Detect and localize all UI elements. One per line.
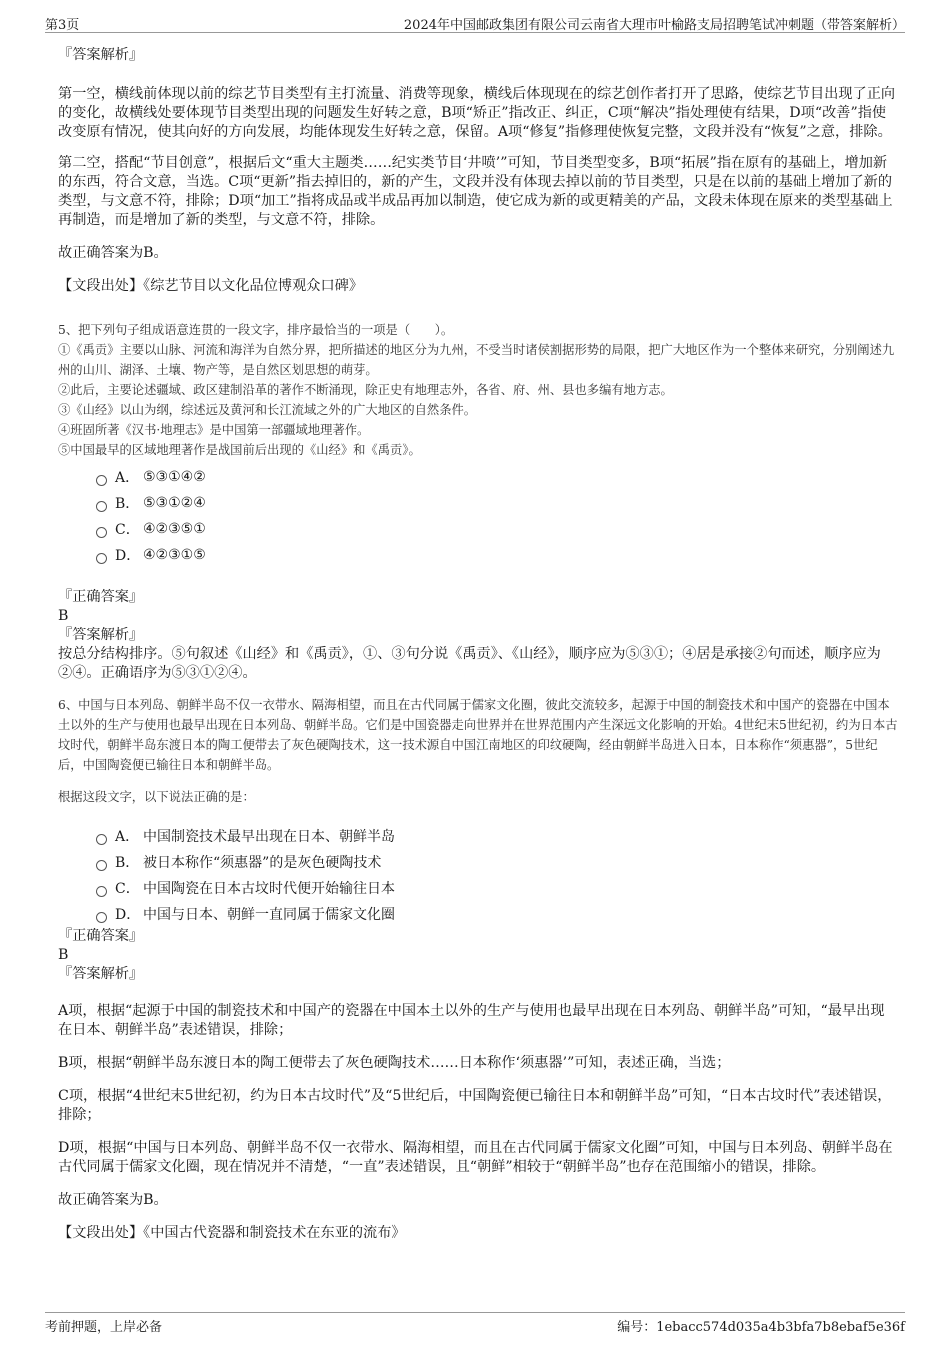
q6-analysis-label: 『答案解析』 bbox=[58, 966, 144, 982]
question-5 bbox=[58, 320, 898, 683]
q5-option-c[interactable]: C． ④②③⑤① bbox=[58, 516, 898, 542]
q6-analysis-b: B项，根据“朝鲜半岛东渡日本的陶工便带去了灰色硬陶技术……日本称作‘须惠器’”可知，表述正确，当选； bbox=[58, 1055, 731, 1071]
radio-button[interactable] bbox=[96, 912, 107, 923]
radio-button[interactable] bbox=[96, 886, 107, 897]
radio-button[interactable] bbox=[96, 860, 107, 871]
q6-answer-label: 『正确答案』 bbox=[58, 928, 144, 944]
q5-answer-label: 『正确答案』 bbox=[58, 589, 144, 605]
q6-analysis-d: D项，根据“中国与日本列岛、朝鲜半岛不仅一衣带水、隔海相望，而且在古代同属于儒家文化圈”可知，中国与日本列岛、朝鲜半岛在古代同属于儒家文化圈，现在情况并不清楚，“一直”表述错误，且“朝鲜”相较于“朝鲜半岛”也存在范围缩小的错误，排除。 bbox=[58, 1140, 893, 1175]
q6-options bbox=[58, 823, 898, 927]
prev-analysis-p1: 第一空，横线前体现以前的综艺节目类型有主打流量、消费等现象，横线后体现现在的综艺创作者打开了思路，使综艺节目出现了正向的变化，故横线处要体现节目类型出现的问题发生好转之意，B项“矫正”指改正、纠正，C项“解决”指处理使有结果，D项“改善”指使改变原有情况，使其向好的方向发展，均能体现发生好转之意，保留。A项“修复”指修理使恢复完整，文段并没有“恢复”之意，排除。 bbox=[58, 86, 896, 140]
q6-answer: B bbox=[58, 947, 69, 963]
q5-stem: 5、把下列句子组成语意连贯的一段文字，排序最恰当的一项是（ ）。 bbox=[58, 323, 454, 337]
prev-analysis-label: 『答案解析』 bbox=[58, 47, 144, 63]
prev-conclusion: 故正确答案为B。 bbox=[58, 245, 168, 261]
q6-option-b[interactable]: B． 被日本称作“须惠器”的是灰色硬陶技术 bbox=[58, 849, 898, 875]
radio-button[interactable] bbox=[96, 475, 107, 486]
page-content bbox=[58, 46, 898, 1243]
q6-analysis-a: A项，根据“起源于中国的制瓷技术和中国产的瓷器在中国本土以外的生产与使用也最早出现在日本列岛、朝鲜半岛”可知，“最早出现在日本、朝鲜半岛”表述错误，排除； bbox=[58, 1003, 885, 1038]
q6-analysis-c: C项，根据“4世纪末5世纪初，约为日本古坟时代”及“5世纪后，中国陶瓷便已输往日本和朝鲜半岛”可知，“日本古坟时代”表述错误，排除； bbox=[58, 1088, 892, 1123]
q5-sentence-4: ④班固所著《汉书·地理志》是中国第一部疆域地理著作。 bbox=[58, 423, 370, 437]
q5-analysis-label: 『答案解析』 bbox=[58, 627, 144, 643]
q5-sentence-2: ②此后，主要论述疆域、政区建制沿革的著作不断涌现，除正史有地理志外，各省、府、州、县也多编有地方志。 bbox=[58, 383, 673, 397]
footer-slogan: 考前押题，上岸必备 bbox=[45, 1320, 163, 1335]
radio-button[interactable] bbox=[96, 553, 107, 564]
q5-options bbox=[58, 464, 898, 568]
page-footer bbox=[45, 1312, 905, 1333]
q5-sentence-3: ③《山经》以山为纲，综述远及黄河和长江流域之外的广大地区的自然条件。 bbox=[58, 403, 477, 417]
q5-answer: B bbox=[58, 608, 69, 624]
document-title: 2024年中国邮政集团有限公司云南省大理市叶榆路支局招聘笔试冲刺题（带答案解析） bbox=[403, 18, 905, 33]
q5-sentence-5: ⑤中国最早的区域地理著作是战国前后出现的《山经》和《禹贡》。 bbox=[58, 443, 421, 457]
q6-source: 【文段出处】《中国古代瓷器和制瓷技术在东亚的流布》 bbox=[58, 1225, 406, 1241]
q5-option-b[interactable]: B． ⑤③①②④ bbox=[58, 490, 898, 516]
q6-option-c[interactable]: C． 中国陶瓷在日本古坟时代便开始输往日本 bbox=[58, 875, 898, 901]
radio-button[interactable] bbox=[96, 834, 107, 845]
page-number: 第3页 bbox=[45, 18, 80, 33]
q6-option-a[interactable]: A． 中国制瓷技术最早出现在日本、朝鲜半岛 bbox=[58, 823, 898, 849]
page-header bbox=[45, 12, 905, 33]
radio-button[interactable] bbox=[96, 501, 107, 512]
q6-stem: 根据这段文字，以下说法正确的是： bbox=[58, 790, 255, 804]
q6-option-d[interactable]: D． 中国与日本、朝鲜一直同属于儒家文化圈 bbox=[58, 901, 898, 927]
q5-sentence-1: ①《禹贡》主要以山脉、河流和海洋为自然分界，把所描述的地区分为九州，不受当时诸侯割据形势的局限，把广大地区作为一个整体来研究，分别阐述九州的山川、湖泽、土壤、物产等，是自然区划思想的萌芽。 bbox=[58, 343, 895, 377]
q5-analysis: 按总分结构排序。⑤句叙述《山经》和《禹贡》，①、③句分说《禹贡》、《山经》，顺序应为⑤③①；④居是承接②句而述，顺序应为②④。正确语序为⑤③①②④。 bbox=[58, 646, 881, 681]
question-6 bbox=[58, 695, 898, 1243]
q6-conclusion: 故正确答案为B。 bbox=[58, 1192, 168, 1208]
prev-source: 【文段出处】《综艺节目以文化品位博观众口碑》 bbox=[58, 278, 364, 294]
q6-passage: 6、中国与日本列岛、朝鲜半岛不仅一衣带水、隔海相望，而且在古代同属于儒家文化圈，彼此交流较多，起源于中国的制瓷技术和中国产的瓷器在中国本土以外的生产与使用也最早出现在日本列岛、朝鲜半岛。它们是中国瓷器走向世界并在世界范围内产生深远文化影响的开始。4世纪末5世纪初，约为日本古坟时代，朝鲜半岛东渡日本的陶工便带去了灰色硬陶技术，这一技术源自中国江南地区的印纹硬陶，经由朝鲜半岛进入日本，日本称作“须惠器”，5世纪后，中国陶瓷便已输往日本和朝鲜半岛。 bbox=[58, 698, 898, 772]
q5-option-a[interactable]: A． ⑤③①④② bbox=[58, 464, 898, 490]
q5-option-d[interactable]: D． ④②③①⑤ bbox=[58, 542, 898, 568]
footer-id: 编号：1ebacc574d035a4b3bfa7b8ebaf5e36f bbox=[617, 1320, 905, 1335]
radio-button[interactable] bbox=[96, 527, 107, 538]
prev-analysis-p2: 第二空，搭配“节目创意”，根据后文“重大主题类……纪实类节目‘井喷’”可知，节目类型变多，B项“拓展”指在原有的基础上，增加新的东西，符合文意，当选。C项“更新”指去掉旧的，新的产生，文段并没有体现去掉以前的节目类型，只是在以前的基础上增加了新的类型，与文意不符，排除；D项“加工”指将成品或半成品再加以制造，使它成为新的或更精美的产品，文段未体现在原来的类型基础上再制造，而是增加了新的类型，与文意不符，排除。 bbox=[58, 155, 893, 228]
